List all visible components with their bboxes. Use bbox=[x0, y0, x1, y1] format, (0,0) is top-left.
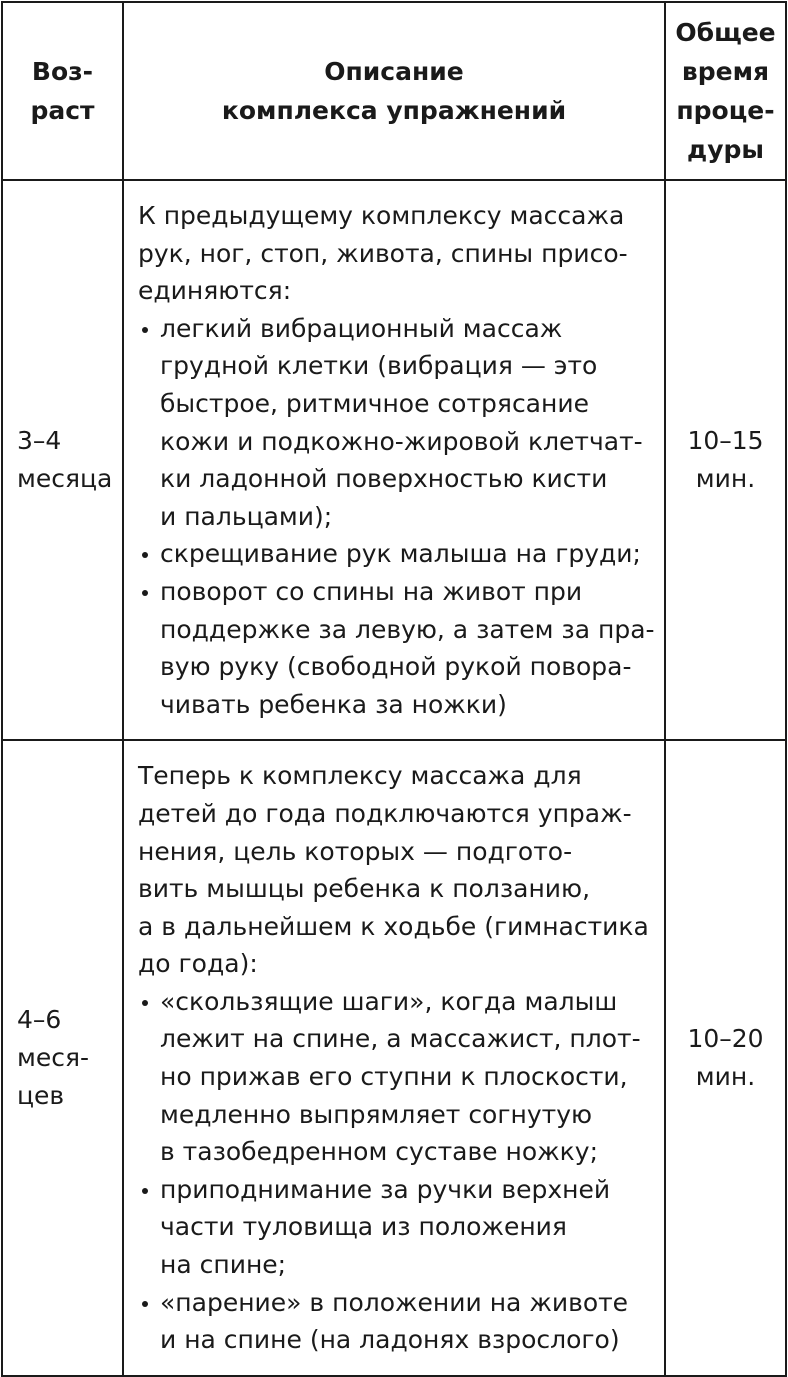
header-time-label: Общее время проце- дуры bbox=[675, 18, 776, 164]
table-row bbox=[2, 180, 786, 740]
time-cell bbox=[665, 180, 786, 740]
list-item-text: легкий вибрационный массаж грудной клетки (вибрация — это быстрое, ритмичное сотрясание кожи и подкожно-жировой клетчат- ки ладонной поверхностью кисти и пальцами); bbox=[160, 313, 643, 531]
exercise-list bbox=[138, 310, 658, 724]
description-cell bbox=[123, 180, 665, 740]
header-age-label: Воз- раст bbox=[30, 57, 95, 125]
description-intro: К предыдущему комплексу массажа рук, ног, стоп, живота, спины присо- единяются: bbox=[138, 201, 628, 306]
bullet-icon bbox=[142, 590, 148, 596]
header-description-label: Описание комплекса упражнений bbox=[221, 57, 567, 125]
age-cell bbox=[2, 180, 123, 740]
description-cell bbox=[123, 740, 665, 1376]
exercise-list bbox=[138, 983, 658, 1359]
bullet-icon bbox=[142, 327, 148, 333]
massage-exercise-table bbox=[1, 1, 787, 1377]
list-item-text: приподнимание за ручки верхней части туловища из положения на спине; bbox=[160, 1174, 611, 1280]
list-item-text: поворот со спины на живот при поддержке за левую, а затем за пра- вую руку (свободной рукой повора- чивать ребенка за ножки) bbox=[160, 576, 655, 719]
time-value: 10–15 мин. bbox=[687, 426, 764, 494]
list-item-text: скрещивание рук малыша на груди; bbox=[160, 539, 641, 569]
header-description bbox=[123, 2, 665, 180]
table-row bbox=[2, 740, 786, 1376]
bullet-icon bbox=[142, 552, 148, 558]
header-age bbox=[2, 2, 123, 180]
header-time bbox=[665, 2, 786, 180]
list-item-text: «парение» в положении на животе и на спине (на ладонях взрослого) bbox=[160, 1287, 629, 1355]
list-item bbox=[138, 573, 658, 723]
list-item bbox=[138, 535, 658, 573]
time-cell bbox=[665, 740, 786, 1376]
age-cell bbox=[2, 740, 123, 1376]
list-item bbox=[138, 983, 658, 1171]
bullet-icon bbox=[142, 1188, 148, 1194]
list-item bbox=[138, 1171, 658, 1284]
description-intro: Теперь к комплексу массажа для детей до года подключаются упраж- нения, цель которых — подгото- вить мышцы ребенка к ползанию, а в дальнейшем к ходьбе (гимнастика до года): bbox=[138, 761, 649, 979]
list-item bbox=[138, 1284, 658, 1359]
age-value: 3–4 месяца bbox=[17, 426, 113, 494]
bullet-icon bbox=[142, 1000, 148, 1006]
time-value: 10–20 мин. bbox=[687, 1024, 764, 1092]
bullet-icon bbox=[142, 1301, 148, 1307]
list-item-text: «скользящие шаги», когда малыш лежит на спине, а массажист, плот- но прижав его ступни к плоскости, медленно выпрямляет согнутую в тазобедренном суставе ножку; bbox=[160, 986, 641, 1167]
list-item bbox=[138, 310, 658, 536]
age-value: 4–6 меся- цев bbox=[17, 1005, 90, 1111]
table-header-row bbox=[2, 2, 786, 180]
